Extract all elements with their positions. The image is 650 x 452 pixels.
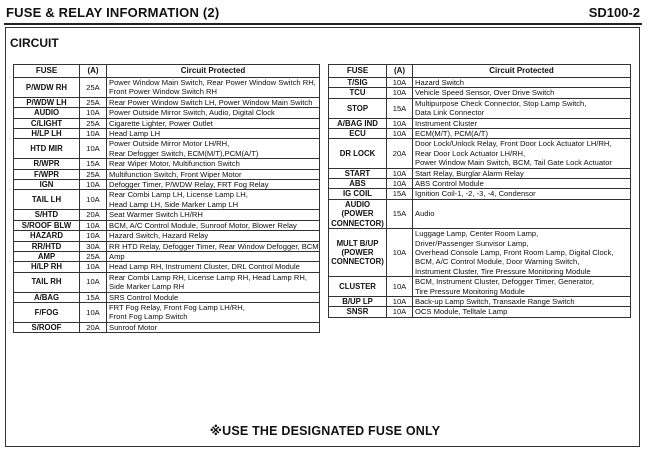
fuse-amperage: 10A: [80, 139, 107, 159]
circuit-protected-cell: [413, 98, 631, 118]
fuse-name-cell: [14, 322, 80, 332]
table-row: [14, 78, 320, 98]
fuse-amperage: 15A: [80, 292, 107, 302]
fuse-name: CONNECTOR): [331, 218, 384, 228]
fuse-name: AMP: [37, 251, 56, 261]
fuse-amperage: 15A: [387, 98, 413, 118]
fuse-name-cell: [14, 210, 80, 220]
fuse-name: TCU: [349, 88, 366, 98]
fuse-amperage: 10A: [387, 129, 413, 139]
circuit-line: Hazard Switch, Hazard Relay: [109, 231, 209, 241]
table-row: [14, 180, 320, 190]
fuse-amperage: 15A: [387, 199, 413, 228]
circuit-protected-cell: [413, 118, 631, 128]
fuse-name: A/BAG IND: [337, 118, 378, 128]
fuse-name: TAIL LH: [31, 195, 62, 205]
fuse-name-cell: [329, 296, 387, 306]
fuse-name-cell: [329, 78, 387, 88]
circuit-protected-cell: [413, 199, 631, 228]
fuse-name: H/LP RH: [30, 262, 63, 272]
fuse-amperage: 25A: [80, 78, 107, 98]
table-row: [14, 169, 320, 179]
circuit-line: Amp: [109, 251, 125, 261]
fuse-amperage: 10A: [80, 180, 107, 190]
circuit-protected-cell: [413, 307, 631, 317]
table-row: [14, 302, 320, 322]
circuit-line: SRS Control Module: [109, 292, 179, 302]
fuse-name: C/LIGHT: [30, 118, 63, 128]
circuit-protected-cell: [413, 78, 631, 88]
fuse-amperage: 10A: [80, 302, 107, 322]
fuse-name-cell: [14, 129, 80, 139]
fuse-name: STOP: [346, 103, 369, 113]
fuse-name: S/ROOF: [31, 322, 62, 332]
right-fuse-table: [328, 64, 631, 318]
fuse-amperage: 15A: [387, 189, 413, 199]
fuse-name: H/LP LH: [31, 129, 62, 139]
table-header-row: [329, 65, 631, 78]
table-row: [14, 220, 320, 230]
fuse-name-cell: [329, 139, 387, 168]
table-row: [14, 97, 320, 107]
circuit-line: Power Outside Mirror Switch, Audio, Digital Clock: [109, 108, 275, 118]
fuse-name-cell: [14, 78, 80, 98]
circuit-line: Front Fog Lamp Switch: [109, 312, 188, 322]
circuit-line: Head Lamp RH, Instrument Cluster, DRL Control Module: [109, 262, 300, 272]
table-row: [14, 210, 320, 220]
table-row: [14, 251, 320, 261]
fuse-amperage: 10A: [387, 179, 413, 189]
circuit-protected-cell: [107, 78, 320, 98]
circuit-protected-cell: [413, 129, 631, 139]
fuse-name: START: [344, 168, 371, 178]
circuit-protected-cell: [107, 210, 320, 220]
fuse-amperage: 10A: [80, 262, 107, 272]
circuit-line: Rear Defogger Switch, ECM(M/T),PCM(A/T): [109, 148, 259, 158]
table-row: [14, 108, 320, 118]
fuse-name: T/SIG: [347, 78, 368, 87]
circuit-line: ABS Control Module: [415, 179, 484, 189]
fuse-name: ECU: [349, 129, 366, 139]
table-row: [329, 88, 631, 98]
fuse-name-cell: [14, 169, 80, 179]
circuit-protected-cell: [413, 296, 631, 306]
circuit-line: Start Relay, Burglar Alarm Relay: [415, 168, 524, 178]
circuit-protected-cell: [107, 97, 320, 107]
fuse-name-cell: [14, 159, 80, 169]
table-row: [14, 262, 320, 272]
fuse-name: (POWER: [341, 209, 374, 219]
fuse-amperage: 15A: [80, 159, 107, 169]
circuit-protected-cell: [413, 229, 631, 277]
fuse-name-cell: [329, 129, 387, 139]
fuse-amperage: 10A: [387, 296, 413, 306]
circuit-line: OCS Module, Telltale Lamp: [415, 307, 508, 317]
fuse-amperage: 10A: [80, 190, 107, 210]
fuse-name: HAZARD: [30, 231, 63, 241]
fuse-name-cell: [14, 220, 80, 230]
circuit-line: Back-up Lamp Switch, Transaxle Range Switch: [415, 296, 575, 306]
circuit-line: Rear Power Window Switch LH, Power Window Main Switch: [109, 97, 313, 107]
fuse-name-cell: [14, 190, 80, 210]
circuit-protected-cell: [107, 302, 320, 322]
fuse-amperage: 10A: [387, 307, 413, 317]
circuit-line: Power Window Main Switch, Rear Power Window Switch RH,: [109, 78, 316, 87]
circuit-line: Driver/Passenger Sunvisor Lamp,: [415, 238, 529, 248]
circuit-column-header: Circuit Protected: [107, 65, 320, 78]
fuse-amperage: 20A: [80, 322, 107, 332]
circuit-line: Hazard Switch: [415, 78, 464, 87]
circuit-line: Power Outside Mirror Motor LH/RH,: [109, 139, 230, 149]
circuit-protected-cell: [107, 220, 320, 230]
circuit-line: Multipurpose Check Connector, Stop Lamp Switch,: [415, 98, 587, 108]
fuse-name: IG COIL: [342, 189, 373, 199]
fuse-name-cell: [14, 108, 80, 118]
fuse-name: (POWER: [341, 247, 374, 257]
circuit-protected-cell: [107, 272, 320, 292]
circuit-protected-cell: [107, 159, 320, 169]
fuse-name-cell: [14, 251, 80, 261]
circuit-line: Audio: [415, 209, 435, 219]
table-row: [329, 168, 631, 178]
circuit-protected-cell: [413, 139, 631, 168]
fuse-name: S/ROOF BLW: [21, 220, 72, 230]
fuse-name: R/WPR: [33, 159, 60, 169]
table-row: [14, 241, 320, 251]
circuit-line: Head Lamp LH, Side Marker Lamp LH: [109, 199, 239, 209]
circuit-line: Vehicle Speed Sensor, Over Drive Switch: [415, 88, 555, 98]
amp-column-header: (A): [387, 65, 413, 78]
fuse-amperage: 10A: [80, 108, 107, 118]
fuse-name: RR/HTD: [31, 241, 62, 251]
circuit-line: ECM(M/T), PCM(A/T): [415, 129, 488, 139]
fuse-name-cell: [329, 189, 387, 199]
fuse-name: F/WPR: [33, 169, 60, 179]
section-label: CIRCUIT: [10, 36, 59, 50]
document-code: SD100-2: [588, 5, 640, 20]
table-row: [14, 190, 320, 210]
fuse-name: F/FOG: [34, 307, 59, 317]
circuit-protected-cell: [107, 241, 320, 251]
fuse-amperage: 25A: [80, 251, 107, 261]
fuse-name: MULT B/UP: [336, 238, 379, 248]
table-row: [14, 272, 320, 292]
fuse-amperage: 10A: [387, 118, 413, 128]
table-row: [329, 189, 631, 199]
circuit-line: BCM, Instrument Cluster, Defogger Timer, Generator,: [415, 277, 594, 287]
table-row: [14, 292, 320, 302]
table-row: [329, 129, 631, 139]
fuse-amperage: 25A: [80, 169, 107, 179]
circuit-line: Instrument Cluster: [415, 118, 478, 128]
fuse-name-cell: [14, 241, 80, 251]
fuse-name-cell: [329, 98, 387, 118]
circuit-line: Cigarette Lighter, Power Outlet: [109, 118, 213, 128]
fuse-name: HTD MIR: [30, 144, 63, 154]
circuit-column-header: Circuit Protected: [413, 65, 631, 78]
fuse-amperage: 10A: [387, 277, 413, 297]
fuse-name-cell: [329, 168, 387, 178]
circuit-line: Seat Warmer Switch LH/RH: [109, 210, 203, 220]
circuit-line: Head Lamp LH: [109, 129, 161, 139]
table-row: [329, 229, 631, 277]
circuit-protected-cell: [107, 231, 320, 241]
circuit-protected-cell: [413, 168, 631, 178]
circuit-line: Instrument Cluster, Tire Pressure Monitoring Module: [415, 266, 591, 276]
circuit-line: Multifunction Switch, Front Wiper Motor: [109, 169, 242, 179]
fuse-amperage: 10A: [387, 168, 413, 178]
fuse-amperage: 10A: [387, 88, 413, 98]
table-row: [14, 139, 320, 159]
circuit-line: Rear Door Lock Actuator LH/RH,: [415, 148, 526, 158]
circuit-protected-cell: [107, 262, 320, 272]
left-fuse-table: [13, 64, 320, 333]
circuit-line: Luggage Lamp, Center Room Lamp,: [415, 229, 539, 239]
circuit-protected-cell: [107, 169, 320, 179]
circuit-protected-cell: [107, 129, 320, 139]
circuit-line: Front Power Window Switch RH: [109, 87, 218, 97]
circuit-line: Rear Combi Lamp LH, License Lamp LH,: [109, 190, 248, 200]
circuit-protected-cell: [413, 88, 631, 98]
table-row: [14, 118, 320, 128]
fuse-amperage: 10A: [80, 129, 107, 139]
table-row: [14, 231, 320, 241]
footer-note: ※USE THE DESIGNATED FUSE ONLY: [209, 424, 441, 438]
fuse-name-cell: [14, 180, 80, 190]
table-row: [329, 139, 631, 168]
circuit-line: Power Window Main Switch, BCM, Tail Gate Lock Actuator: [415, 158, 612, 168]
fuse-name-cell: [14, 302, 80, 322]
fuse-name: TAIL RH: [31, 277, 62, 287]
fuse-name: A/BAG: [33, 292, 60, 302]
fuse-name: DR LOCK: [339, 148, 376, 158]
fuse-name-cell: [14, 97, 80, 107]
fuse-name-cell: [329, 307, 387, 317]
amp-column-header: (A): [80, 65, 107, 78]
fuse-name: S/HTD: [34, 210, 59, 220]
circuit-line: Door Lock/Unlock Relay, Front Door Lock Actuator LH/RH,: [415, 139, 612, 149]
fuse-name: P/WDW RH: [25, 82, 68, 92]
table-row: [14, 129, 320, 139]
circuit-protected-cell: [107, 322, 320, 332]
table-row: [329, 118, 631, 128]
page-header: [4, 3, 642, 25]
table-row: [329, 296, 631, 306]
circuit-protected-cell: [107, 180, 320, 190]
fuse-amperage: 10A: [387, 229, 413, 277]
fuse-amperage: 25A: [80, 97, 107, 107]
fuse-column-header: FUSE: [329, 65, 387, 78]
circuit-protected-cell: [107, 118, 320, 128]
fuse-name: SNSR: [346, 307, 369, 317]
fuse-name: AUDIO: [344, 199, 371, 209]
fuse-name-cell: [14, 292, 80, 302]
fuse-name-cell: [329, 179, 387, 189]
table-row: [14, 159, 320, 169]
fuse-amperage: 25A: [80, 118, 107, 128]
fuse-name: P/WDW LH: [26, 97, 67, 107]
circuit-line: Data Link Connector: [415, 108, 485, 118]
fuse-name: CLUSTER: [339, 281, 376, 291]
fuse-amperage: 10A: [387, 78, 413, 88]
page-title: FUSE & RELAY INFORMATION (2): [6, 5, 220, 20]
fuse-amperage: 20A: [387, 139, 413, 168]
fuse-amperage: 10A: [80, 220, 107, 230]
table-row: [329, 199, 631, 228]
circuit-protected-cell: [413, 277, 631, 297]
fuse-amperage: 10A: [80, 231, 107, 241]
fuse-name: IGN: [39, 180, 54, 190]
fuse-name-cell: [14, 118, 80, 128]
fuse-amperage: 20A: [80, 210, 107, 220]
fuse-name-cell: [329, 118, 387, 128]
table-row: [329, 98, 631, 118]
circuit-line: Rear Wiper Motor, Multifunction Switch: [109, 159, 240, 169]
fuse-column-header: FUSE: [14, 65, 80, 78]
fuse-name-cell: [14, 231, 80, 241]
fuse-name-cell: [329, 88, 387, 98]
circuit-line: RR HTD Relay, Defogger Timer, Rear Window Defogger, BCM: [109, 241, 319, 251]
circuit-line: Rear Combi Lamp RH, License Lamp RH, Head Lamp RH,: [109, 272, 307, 282]
table-row: [14, 322, 320, 332]
fuse-name-cell: [329, 229, 387, 277]
table-row: [329, 277, 631, 297]
fuse-name: ABS: [349, 179, 366, 189]
fuse-amperage: 10A: [80, 272, 107, 292]
circuit-protected-cell: [107, 139, 320, 159]
table-header-row: [14, 65, 320, 78]
fuse-name-cell: [14, 272, 80, 292]
fuse-name-cell: [329, 199, 387, 228]
fuse-amperage: 30A: [80, 241, 107, 251]
circuit-line: BCM, A/C Control Module, Sunroof Motor, Blower Relay: [109, 220, 297, 230]
fuse-name-cell: [329, 277, 387, 297]
circuit-line: FRT Fog Relay, Front Fog Lamp LH/RH,: [109, 302, 245, 312]
circuit-line: Tire Pressure Monitoring Module: [415, 286, 525, 296]
circuit-protected-cell: [107, 292, 320, 302]
circuit-protected-cell: [107, 108, 320, 118]
fuse-name: AUDIO: [33, 108, 60, 118]
circuit-line: Overhead Console Lamp, Front Room Lamp, Digital Clock,: [415, 247, 614, 257]
table-row: [329, 78, 631, 88]
circuit-protected-cell: [413, 179, 631, 189]
circuit-line: Side Marker Lamp RH: [109, 282, 185, 292]
circuit-protected-cell: [107, 251, 320, 261]
circuit-line: Ignition Coil-1, -2, -3, -4, Condensor: [415, 189, 536, 199]
circuit-line: BCM, A/C Control Module, Door Warning Switch,: [415, 257, 580, 267]
circuit-protected-cell: [413, 189, 631, 199]
fuse-name: CONNECTOR): [331, 257, 384, 267]
table-row: [329, 179, 631, 189]
table-row: [329, 307, 631, 317]
fuse-name: B/UP LP: [342, 296, 373, 306]
circuit-line: Sunroof Motor: [109, 322, 158, 332]
fuse-name-cell: [14, 262, 80, 272]
fuse-name-cell: [14, 139, 80, 159]
circuit-line: Defogger Timer, P/WDW Relay, FRT Fog Relay: [109, 180, 269, 190]
circuit-protected-cell: [107, 190, 320, 210]
